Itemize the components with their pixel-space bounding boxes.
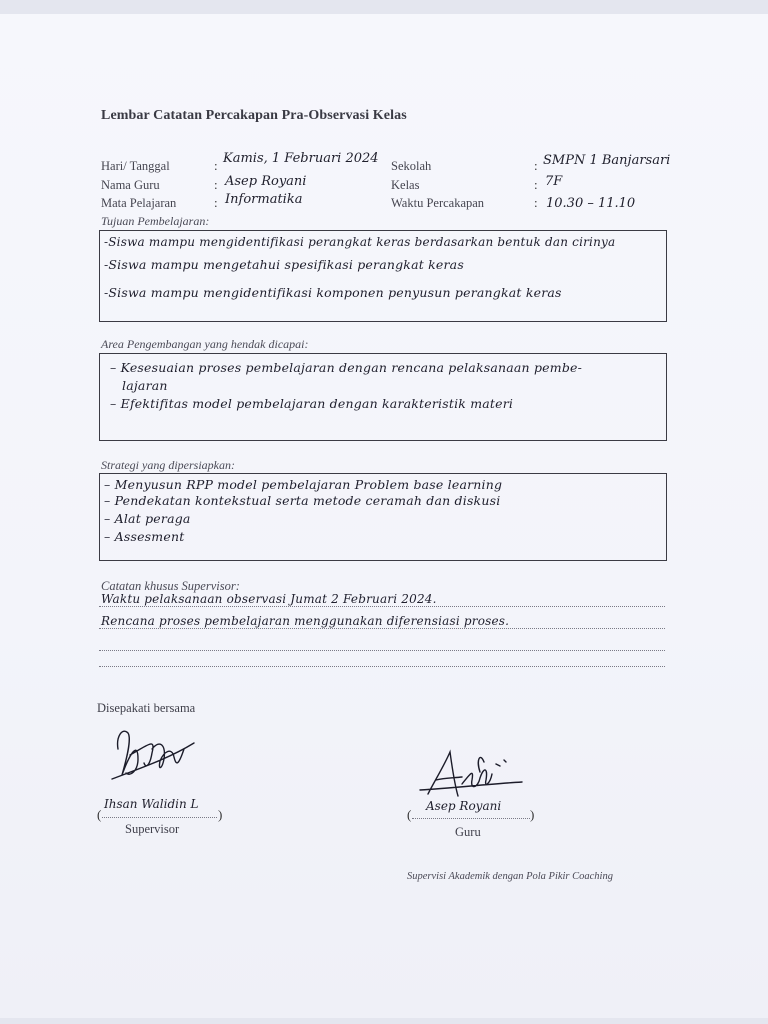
open-paren: ( [407,807,412,822]
supervisor-note-line: Waktu pelaksanaan observasi Jumat 2 Februari 2024. [101,592,437,606]
colon: : [534,158,538,173]
note-dotted-line [99,666,665,667]
supervisor-note-line: Rencana proses pembelajaran menggunakan diferensiasi proses. [101,614,510,628]
development-line: – Efektifitas model pembelajaran dengan karakteristik materi [110,396,514,411]
strategy-line: – Menyusun RPP model pembelajaran Problem base learning [104,477,503,492]
field-value-subject: Informatika [225,192,303,207]
field-label-date: Hari/ Tanggal [101,159,170,173]
objective-line: -Siswa mampu mengidentifikasi perangkat keras berdasarkan bentuk dan cirinya [104,235,616,249]
section-label-strategy: Strategi yang dipersiapkan: [101,458,235,472]
field-label-school: Sekolah [391,159,432,173]
field-label-subject: Mata Pelajaran [101,196,177,210]
field-label-teacher-name: Nama Guru [101,178,160,192]
development-area-box [99,353,667,441]
supervisor-role: Supervisor [125,822,180,836]
footer-note: Supervisi Akademik dengan Pola Pikir Coaching [407,871,613,882]
field-value-conversation-time: 10.30 – 11.10 [546,196,636,211]
objective-line: -Siswa mampu mengidentifikasi komponen penyusun perangkat keras [104,285,562,300]
development-line: – Kesesuaian proses pembelajaran dengan rencana pelaksanaan pembe- [110,360,583,375]
supervisor-signature-icon [108,719,198,787]
colon: : [214,195,218,210]
teacher-role: Guru [455,825,481,839]
development-line: lajaran [122,378,168,393]
colon: : [534,195,538,210]
objective-line: -Siswa mampu mengetahui spesifikasi perangkat keras [104,257,464,272]
open-paren: ( [97,807,102,822]
close-paren: ) [530,807,535,822]
agreement-label: Disepakati bersama [97,701,196,715]
section-label-development-area: Area Pengembangan yang hendak dicapai: [101,337,309,351]
note-dotted-line [99,628,665,629]
document-title: Lembar Catatan Percakapan Pra-Observasi Kelas [101,108,407,123]
strategy-line: – Alat peraga [104,511,191,526]
strategy-line: – Assesment [104,529,185,544]
field-label-class: Kelas [391,178,420,192]
field-value-teacher-name: Asep Royani [225,174,307,189]
teacher-name: Asep Royani [426,799,502,813]
close-paren: ) [218,807,223,822]
note-dotted-line [99,606,665,607]
learning-objectives-box [99,230,667,322]
supervisor-name-dotted-line [102,817,217,818]
section-label-supervisor-notes: Catatan khusus Supervisor: [101,579,240,593]
colon: : [214,158,218,173]
field-value-class: 7F [545,174,563,189]
colon: : [534,177,538,192]
strategy-line: – Pendekatan kontekstual serta metode ceramah dan diskusi [104,493,501,508]
teacher-name-dotted-line [412,818,530,819]
section-label-learning-objectives: Tujuan Pembelajaran: [101,214,210,228]
document-sheet [0,14,768,1018]
note-dotted-line [99,650,665,651]
supervisor-name: Ihsan Walidin L [104,797,199,811]
field-label-conversation-time: Waktu Percakapan [391,196,485,210]
field-value-date: Kamis, 1 Februari 2024 [223,151,379,166]
field-value-school: SMPN 1 Banjarsari [543,153,671,168]
strategy-box [99,473,667,561]
colon: : [214,177,218,192]
